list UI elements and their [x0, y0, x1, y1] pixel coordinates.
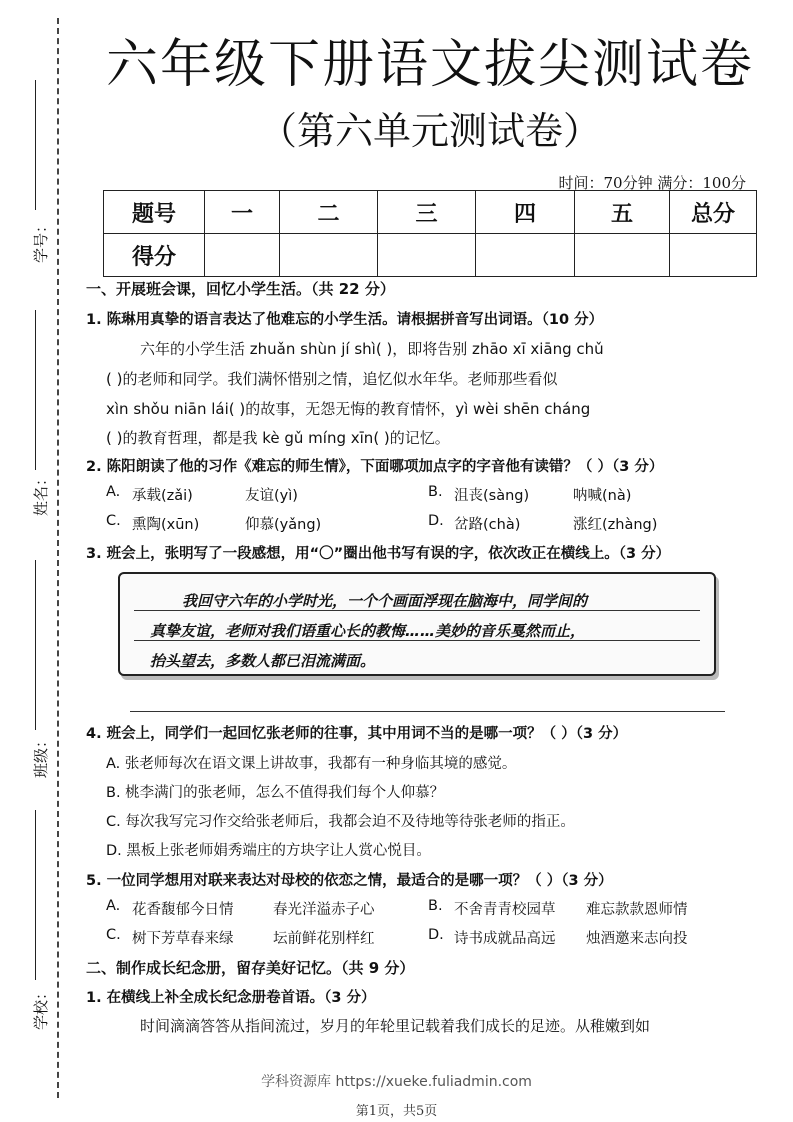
q3-answer-line[interactable]	[130, 711, 725, 712]
page-number: 第1页，共5页	[355, 1104, 438, 1119]
q5-couplet-b: 春光洋溢赤子心	[273, 902, 375, 918]
q2-option-word: 岔路(chà)	[454, 517, 521, 533]
q3-passage-line: 抬头望去，多数人都已泪流满面。	[150, 652, 376, 670]
time-info: 时间：70分钟 满分：100分	[558, 174, 746, 192]
q1-line: 六年的小学生活 zhuǎn shùn jí shì( )，即将告别 zhāo xī xiāng chǔ	[140, 340, 604, 358]
score-cell[interactable]	[378, 234, 476, 277]
student-id-line[interactable]	[35, 80, 36, 210]
q2-stem: 2. 陈阳朗读了他的习作《难忘的师生情》，下面哪项加点字的字音他有读错？（ ）（3 分）	[86, 459, 664, 475]
page-title: 六年级下册语文拔尖测试卷	[105, 35, 754, 95]
q5-couplet-a: 诗书成就品高远	[454, 931, 556, 947]
section2-heading: 二、制作成长纪念册，留存美好记忆。（共 9 分）	[86, 959, 415, 977]
q3-passage-box	[118, 572, 716, 676]
q5-option-letter: A.	[106, 898, 121, 914]
q5-option-letter: D.	[428, 927, 444, 943]
class-label: 班级：	[32, 732, 51, 779]
q2-option-word: 沮丧(sàng)	[454, 488, 530, 504]
q5-option-letter: B.	[428, 898, 443, 914]
score-row-label: 得分	[104, 234, 205, 277]
q2-option-letter: C.	[106, 513, 121, 529]
score-cell[interactable]	[280, 234, 378, 277]
q4-option: B. 桃李满门的张老师，怎么不值得我们每个人仰慕？	[106, 785, 445, 801]
q4-stem: 4. 班会上，同学们一起回忆张老师的往事，其中用词不当的是哪一项？（ ）（3 分）	[86, 726, 628, 742]
q5-option-letter: C.	[106, 927, 121, 943]
school-label: 学校：	[32, 984, 51, 1031]
q5-couplet-a: 花香馥郁今日情	[132, 902, 234, 918]
q1-stem: 1. 陈琳用真挚的语言表达了他难忘的小学生活。请根据拼音写出词语。（10 分）	[86, 312, 604, 328]
q2-option-word: 承载(zǎi)	[132, 488, 193, 504]
binding-dashed-line	[57, 18, 59, 1098]
s2-q1-stem: 1. 在横线上补全成长纪念册卷首语。（3 分）	[86, 990, 376, 1006]
score-header-cell: 二	[280, 191, 378, 234]
score-table	[103, 190, 757, 277]
student-name-line[interactable]	[35, 310, 36, 470]
score-header-cell: 三	[378, 191, 476, 234]
q3-passage-line: 我回守六年的小学时光，一个个画面浮现在脑海中，同学间的	[182, 592, 588, 610]
score-header-cell: 一	[205, 191, 280, 234]
q5-couplet-b: 坛前鲜花别样红	[273, 931, 375, 947]
q5-couplet-b: 烛酒邀来志向投	[586, 931, 688, 947]
source-watermark: 学科资源库 https://xueke.fuliadmin.com	[261, 1074, 532, 1090]
score-header-cell: 题号	[104, 191, 205, 234]
q5-couplet-a: 树下芳草春来绿	[132, 931, 234, 947]
score-cell[interactable]	[575, 234, 670, 277]
school-line[interactable]	[35, 810, 36, 980]
q5-couplet-a: 不舍青青校园草	[454, 902, 556, 918]
q4-option: C. 每次我写完习作交给张老师后，我都会迫不及待地等待张老师的指正。	[106, 814, 575, 830]
q2-option-word: 熏陶(xūn)	[132, 517, 200, 533]
q2-option-letter: D.	[428, 513, 444, 529]
student-id-label: 学号：	[32, 217, 51, 264]
q5-couplet-b: 难忘款款恩师情	[586, 902, 688, 918]
score-table-score-row	[104, 234, 757, 277]
score-cell[interactable]	[205, 234, 280, 277]
score-cell[interactable]	[670, 234, 757, 277]
q2-option-word: 友谊(yì)	[245, 488, 298, 504]
q4-option: A. 张老师每次在语文课上讲故事，我都有一种身临其境的感觉。	[106, 756, 517, 772]
q5-stem: 5. 一位同学想用对联来表达对母校的依恋之情，最适合的是哪一项？（ ）（3 分）	[86, 873, 613, 889]
class-line[interactable]	[35, 560, 36, 730]
q3-stem: 3. 班会上，张明写了一段感想，用“〇”圈出他书写有误的字，依次改正在横线上。（3 分）	[86, 546, 671, 562]
q1-line: ( )的老师和同学。我们满怀惜别之情，追忆似水年华。老师那些看似	[106, 370, 558, 388]
score-header-cell: 四	[476, 191, 575, 234]
q4-option: D. 黑板上张老师娟秀端庄的方块字让人赏心悦目。	[106, 843, 431, 859]
s2-q1-line: 时间滴滴答答从指间流过，岁月的年轮里记载着我们成长的足迹。从稚嫩到如	[140, 1017, 651, 1035]
q3-passage-line: 真挚友谊，老师对我们语重心长的教悔……美妙的音乐戛然而止，	[150, 622, 586, 640]
score-cell[interactable]	[476, 234, 575, 277]
score-table-header-row	[104, 191, 757, 234]
student-name-label: 姓名：	[32, 470, 51, 517]
q2-option-word: 仰慕(yǎng)	[245, 517, 322, 533]
q1-line: ( )的教育哲理，都是我 kè gǔ míng xīn( )的记忆。	[106, 429, 450, 447]
q2-option-letter: A.	[106, 484, 121, 500]
q2-option-letter: B.	[428, 484, 443, 500]
section1-heading: 一、开展班会课，回忆小学生活。（共 22 分）	[86, 280, 395, 298]
q2-option-word: 涨红(zhàng)	[573, 517, 658, 533]
q2-option-word: 呐喊(nà)	[573, 488, 632, 504]
q1-line: xìn shǒu niān lái( )的故事，无怨无悔的教育情怀，yì wèi shēn cháng	[106, 400, 591, 418]
page-subtitle: （第六单元测试卷）	[258, 109, 601, 153]
score-header-cell: 五	[575, 191, 670, 234]
score-header-cell: 总分	[670, 191, 757, 234]
